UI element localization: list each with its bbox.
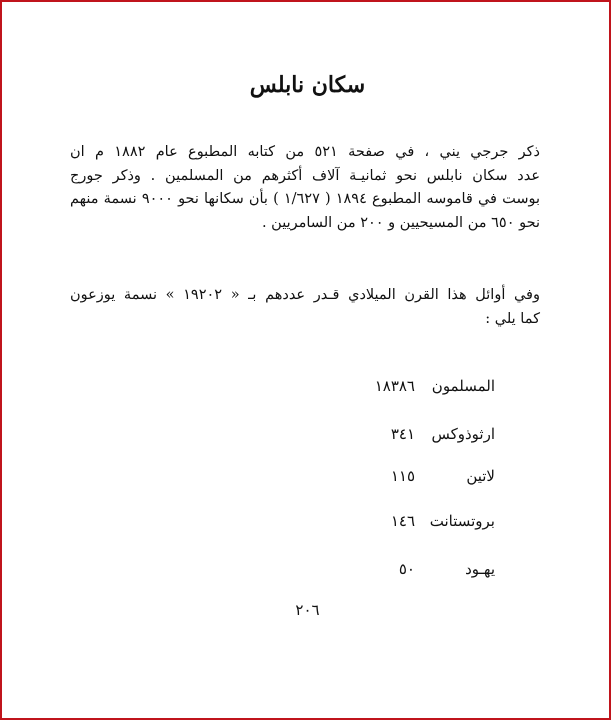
paragraph-1-line-1: ذكر جرجي يني ، في صفحة ٥٢١ من كتابه المطبوع عام ١٨٨٢ م ان xyxy=(70,144,540,160)
paragraph-2 xyxy=(70,284,540,331)
page-number: ٢٠٦ xyxy=(295,601,320,619)
paragraph-1 xyxy=(70,141,540,235)
population-count: ٥٠ xyxy=(398,560,415,578)
population-count: ١٨٣٨٦ xyxy=(374,377,415,395)
population-group: ارثوذوكس xyxy=(431,425,495,443)
paragraph-2-line-1: وفي أوائل هذا القرن الميلادي قـدر عددهم بـ « ١٩٢٠٢ » نسمة يوزعون xyxy=(70,287,540,303)
population-group: بروتستانت xyxy=(429,512,495,530)
paragraph-1-line-4: نحو ٦٥٠ من المسيحيين و ٢٠٠ من السامريين . xyxy=(261,214,540,231)
paragraph-2-line-2: كما يلي : xyxy=(485,310,540,327)
population-group: يهـود xyxy=(465,560,495,578)
population-count: ١٤٦ xyxy=(390,512,415,530)
population-count: ١١٥ xyxy=(390,467,415,485)
population-group: لاتين xyxy=(466,467,495,485)
population-group: المسلمون xyxy=(431,377,495,395)
page-title: سكان نابلس xyxy=(249,72,366,98)
population-count: ٣٤١ xyxy=(390,425,415,443)
paragraph-1-line-3: بوست في قاموسه المطبوع ١٨٩٤ ( ١/٦٢٧ ) بأن سكانها نحو ٩٠٠٠ نسمة منهم xyxy=(70,191,540,207)
paragraph-1-line-2: عدد سكان نابلس نحو ثمانيـة آلاف أكثرهم من المسلمين . وذكر جورج xyxy=(70,167,540,184)
